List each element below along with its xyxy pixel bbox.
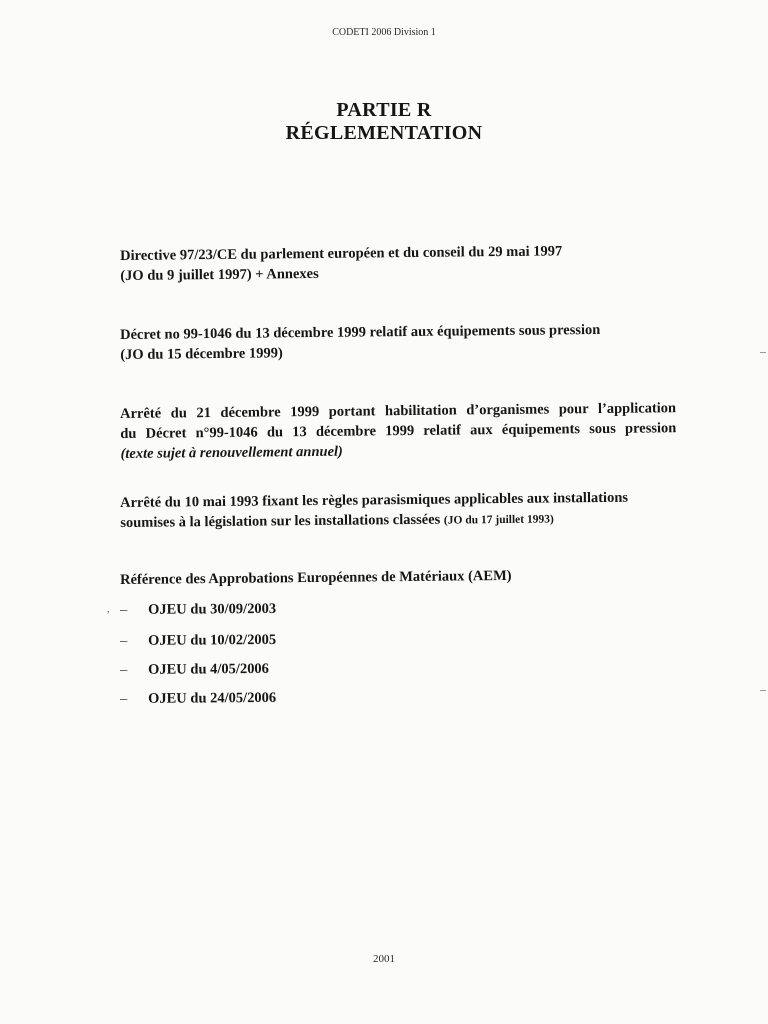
entry-arrete-1993-line2: soumises à la législation sur les installations classées [120, 511, 441, 531]
entry-arrete-1993-jo: (JO du 17 juillet 1993) [443, 513, 554, 527]
entry-decret-line2: (JO du 15 décembre 1999) [120, 345, 283, 363]
references-title: Référence des Approbations Européennes de Matériaux (AEM) [120, 567, 512, 588]
entry-directive-line2: (JO du 9 juillet 1997) + Annexes [120, 265, 319, 284]
scan-speck: , [107, 604, 110, 615]
entry-arrete-1999-note: (texte sujet à renouvellement annuel) [120, 443, 343, 462]
list-dash: – [120, 690, 128, 707]
list-item-text: OJEU du 4/05/2006 [147, 660, 269, 678]
entry-arrete-1999 [120, 398, 677, 464]
list-item [120, 661, 269, 679]
entry-decret [120, 319, 676, 365]
list-dash: – [120, 661, 128, 678]
list-item [120, 601, 276, 619]
part-subtitle: RÉGLEMENTATION [285, 122, 483, 144]
entry-directive-line1: Directive 97/23/CE du parlement européen et du conseil du 29 mai 1997 [120, 243, 563, 264]
list-item-text: OJEU du 30/09/2003 [147, 600, 277, 618]
part-title: PARTIE R [336, 99, 432, 121]
list-item-text: OJEU du 10/02/2005 [147, 631, 277, 649]
entry-decret-line1: Décret no 99-1046 du 13 décembre 1999 relatif aux équipements sous pression [120, 321, 601, 343]
entry-arrete-1993-line1: Arrêté du 10 mai 1993 fixant les règles parasismiques applicables aux installations [120, 489, 629, 511]
page-footer-year: 2001 [373, 953, 395, 965]
scan-margin-mark [760, 352, 766, 353]
list-item-text: OJEU du 24/05/2006 [147, 689, 277, 707]
entry-arrete-1999-line2: du Décret n°99-1046 du 13 décembre 1999 relatif aux équipements sous pression [120, 420, 677, 442]
list-item [120, 690, 276, 708]
scan-margin-mark [760, 690, 766, 691]
list-dash: – [120, 632, 128, 649]
entry-directive [120, 240, 676, 286]
running-header: CODETI 2006 Division 1 [332, 27, 436, 38]
entry-arrete-1993 [120, 487, 676, 534]
entry-arrete-1999-line1: Arrêté du 21 décembre 1999 portant habilitation d’organismes pour l’application [120, 400, 677, 422]
list-dash: – [120, 601, 128, 618]
list-item [120, 632, 276, 650]
